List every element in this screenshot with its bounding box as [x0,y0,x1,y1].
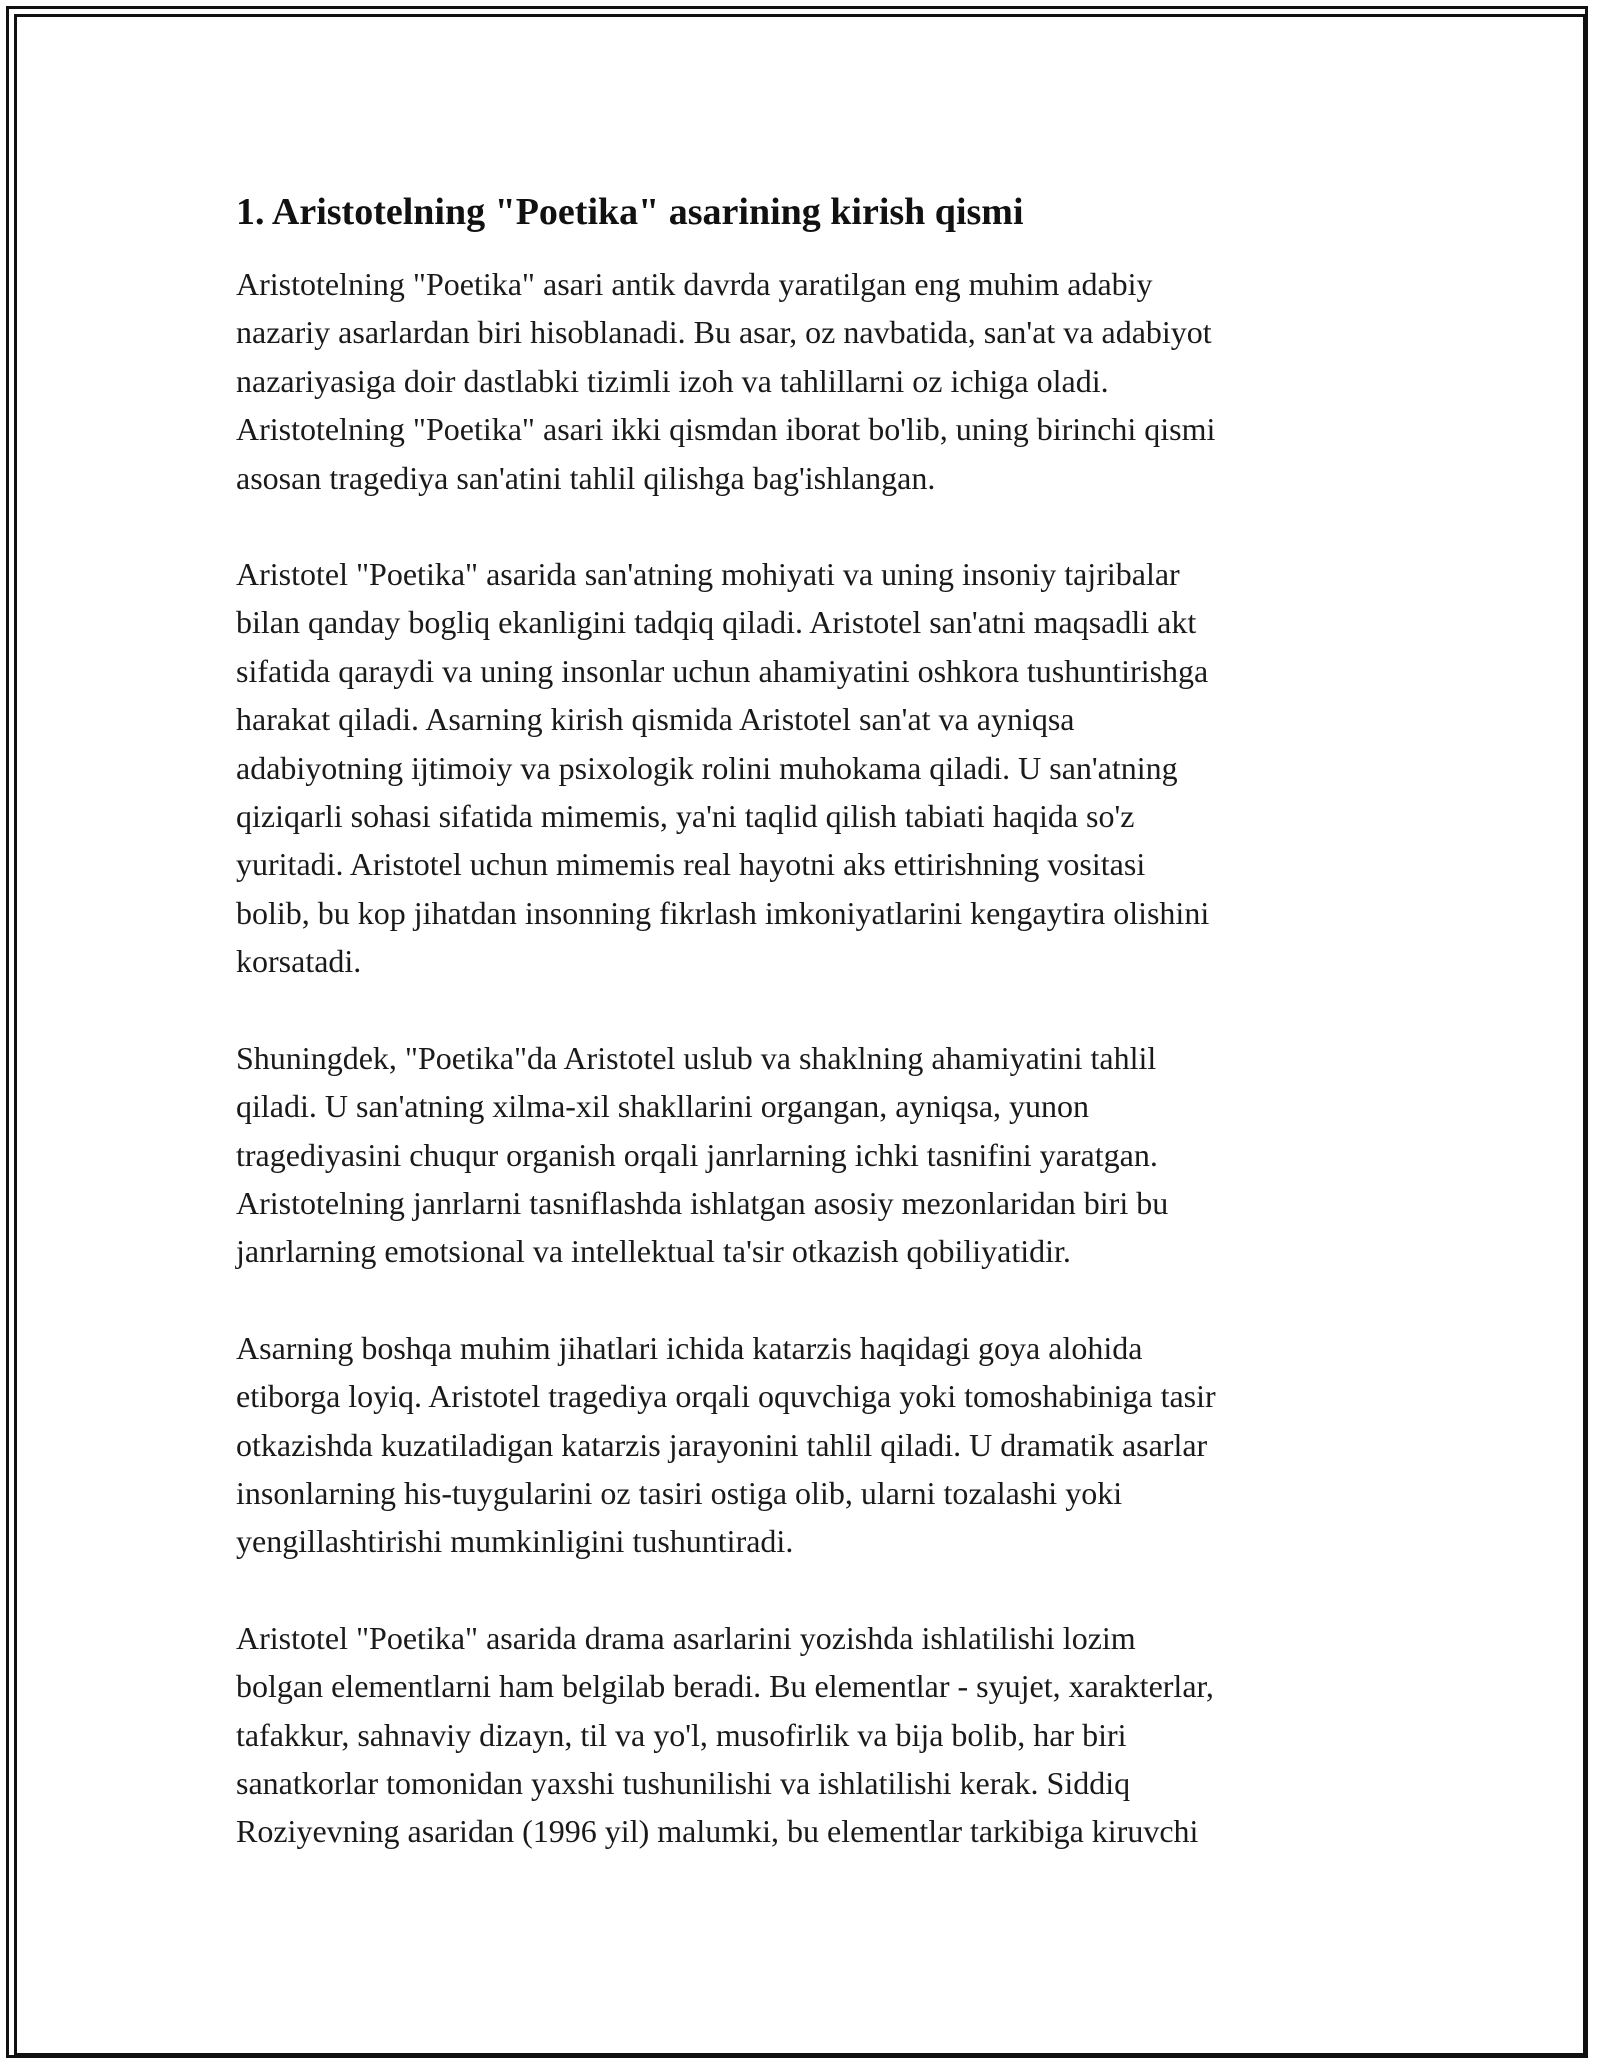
paragraph-line: tragediyasini chuqur organish orqali janrlarning ichki tasnifini yaratgan. [236,1136,1158,1173]
paragraph-line: qiladi. U san'atning xilma-xil shakllarini organgan, ayniqsa, yunon [236,1088,1090,1125]
paragraph-line: qiziqarli sohasi sifatida mimemis, ya'ni taqlid qilish tabiati haqida so'z [236,798,1135,835]
paragraph-line: janrlarning emotsional va intellektual ta'sir otkazish qobiliyatidir. [236,1233,1071,1270]
paragraph-line: Asarning boshqa muhim jihatlari ichida katarzis haqidagi goya alohida [236,1329,1143,1366]
paragraph-line: Aristotelning "Poetika" asari antik davrda yaratilgan eng muhim adabiy [236,266,1153,302]
paragraph-line: Aristotelning janrlarni tasniflashda ishlatgan asosiy mezonlaridan biri bu [236,1184,1169,1221]
paragraph-4 [236,1324,1376,1566]
paragraph-line: nazariy asarlardan biri hisoblanadi. Bu asar, oz navbatida, san'at va adabiyot [236,314,1212,351]
paragraph-line: yuritadi. Aristotel uchun mimemis real hayotni aks ettirishning vositasi [236,846,1146,883]
paragraph-line: sanatkorlar tomonidan yaxshi tushunilishi va ishlatilishi kerak. Siddiq [236,1764,1131,1801]
paragraph-2 [236,550,1376,986]
paragraph-line: Shuningdek, "Poetika"da Aristotel uslub va shaklning ahamiyatini tahlil [236,1039,1157,1076]
paragraph-line: sifatida qaraydi va uning insonlar uchun ahamiyatini oshkora tushuntirishga [236,652,1209,689]
paragraph-line: Aristotelning "Poetika" asari ikki qismdan iborat bo'lib, uning birinchi qismi [236,411,1216,448]
paragraph-1 [236,260,1376,502]
paragraph-line: tafakkur, sahnaviy dizayn, til va yo'l, musofirlik va bija bolib, har biri [236,1716,1127,1753]
paragraph-line: nazariyasiga doir dastlabki tizimli izoh va tahlillarni oz ichiga oladi. [236,362,1109,399]
paragraph-line: insonlarning his-tuygularini oz tasiri ostiga olib, ularni tozalashi yoki [236,1474,1123,1511]
paragraph-line: Aristotel "Poetika" asarida drama asarlarini yozishda ishlatilishi lozim [236,1619,1136,1656]
paragraph-line: bilan qanday bogliq ekanligini tadqiq qiladi. Aristotel san'atni maqsadli akt [236,604,1197,641]
paragraph-line: Aristotel "Poetika" asarida san'atning mohiyati va uning insoniy tajribalar [236,556,1180,593]
document-body [236,186,1376,1904]
paragraph-line: korsatadi. [236,943,362,980]
paragraph-line: harakat qiladi. Asarning kirish qismida Aristotel san'at va ayniqsa [236,701,1075,738]
paragraph-line: otkazishda kuzatiladigan katarzis jarayonini tahlil qiladi. U dramatik asarlar [236,1426,1208,1463]
section-title: 1. Aristotelning "Poetika" asarining kirish qismi [236,191,1024,233]
paragraph-line: etiborga loyiq. Aristotel tragediya orqali oquvchiga yoki tomoshabiniga tasir [236,1378,1216,1415]
paragraph-line: Roziyevning asaridan (1996 yil) malumki, bu elementlar tarkibiga kiruvchi [236,1813,1199,1850]
paragraph-line: bolgan elementlarni ham belgilab beradi. Bu elementlar - syujet, xarakterlar, [236,1668,1214,1705]
paragraph-5 [236,1614,1376,1856]
paragraph-line: asosan tragediya san'atini tahlil qilishga bag'ishlangan. [236,459,936,496]
paragraph-line: yengillashtirishi mumkinligini tushuntiradi. [236,1523,794,1560]
paragraph-line: adabiyotning ijtimoiy va psixologik rolini muhokama qiladi. U san'atning [236,749,1178,786]
paragraph-line: bolib, bu kop jihatdan insonning fikrlash imkoniyatlarini kengaytira olishini [236,894,1210,931]
paragraph-3 [236,1034,1376,1276]
